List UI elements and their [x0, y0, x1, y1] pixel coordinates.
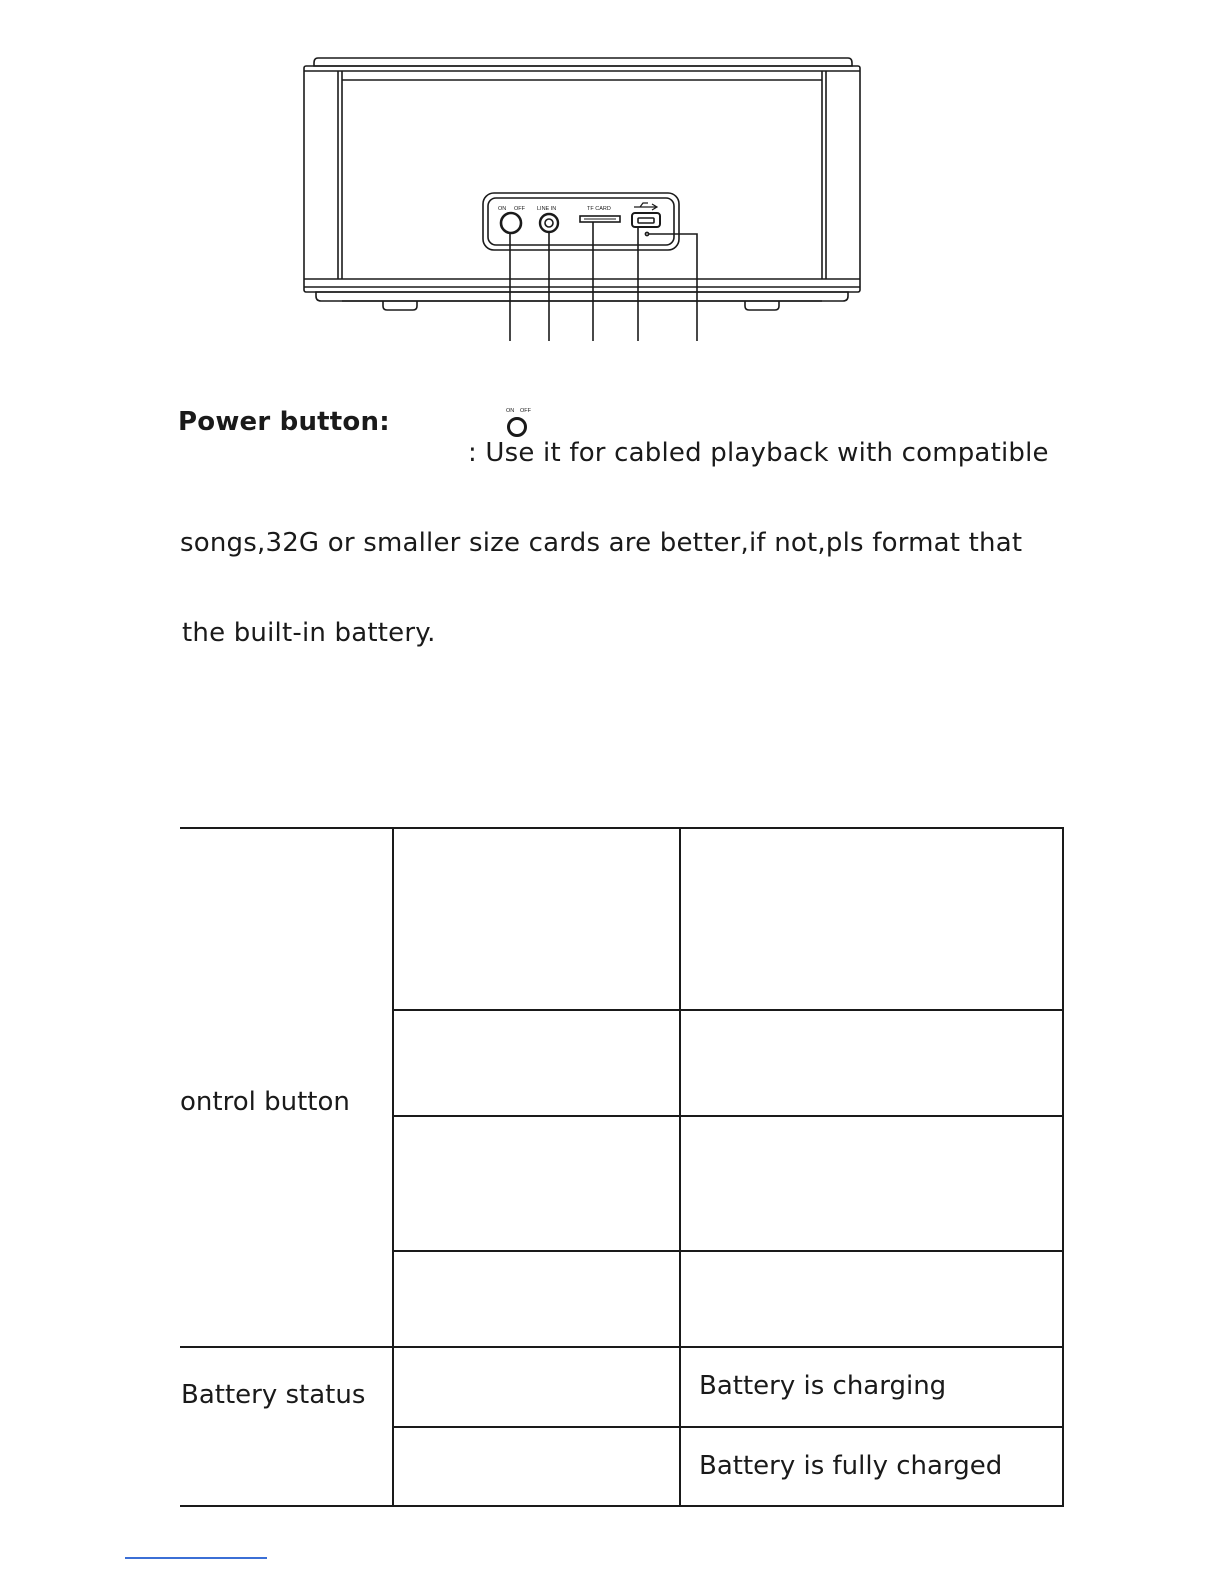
battery-status-label: Battery status	[181, 1380, 366, 1410]
power-icon-off-label: OFF	[520, 408, 531, 414]
power-icon	[503, 405, 533, 441]
usb-description: the built-in battery.	[182, 618, 436, 648]
battery-full-text: Battery is fully charged	[699, 1451, 1003, 1481]
tf-card-description: songs,32G or smaller size cards are better,if not,pls format that	[180, 528, 1023, 558]
power-icon-on-label: ON	[506, 408, 515, 414]
port-label-line-in: LINE IN	[537, 206, 557, 212]
line-in-description: : Use it for cabled playback with compatible	[468, 438, 1049, 468]
port-label-tf-card: TF CARD	[587, 206, 611, 212]
speaker-rear-diagram	[0, 0, 1224, 360]
battery-charging-text: Battery is charging	[699, 1371, 947, 1401]
control-button-label: ontrol button	[180, 1087, 350, 1117]
power-button-heading: Power button:	[178, 407, 390, 437]
page-footer-line	[125, 1557, 267, 1559]
port-label-off: OFF	[514, 206, 525, 212]
port-label-on: ON	[498, 206, 507, 212]
